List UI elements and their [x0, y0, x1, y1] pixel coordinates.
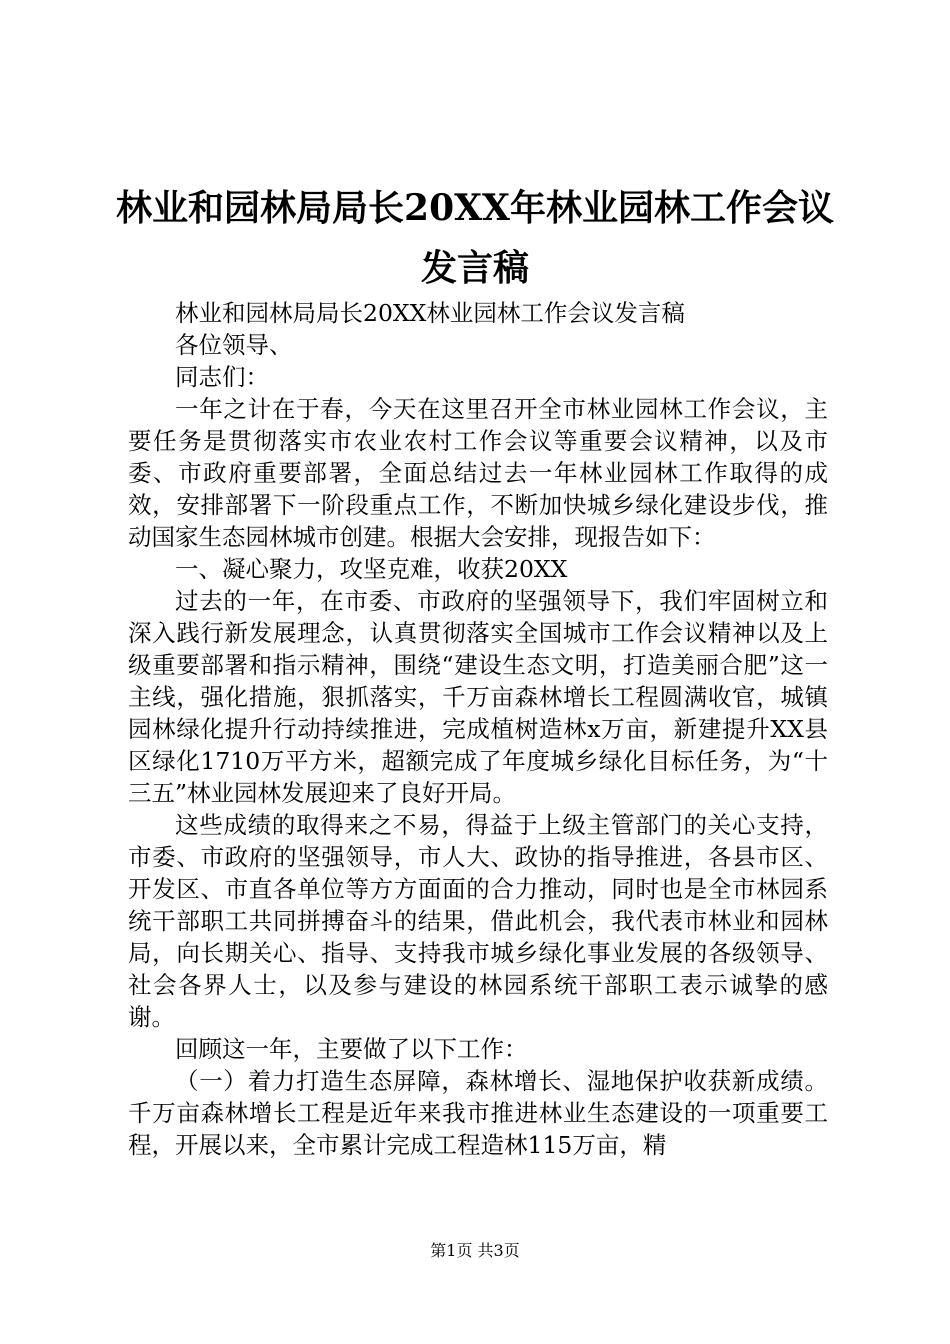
document-body	[128, 297, 828, 1161]
paragraph-intro: 一年之计在于春，今天在这里召开全市林业园林工作会议，主要任务是贯彻落实市农业农村工作会议等重要会议精神，以及市委、市政府重要部署，全面总结过去一年林业园林工作取得的成效，安排部署下一阶段重点工作，不断加快城乡绿化建设步伐，推动国家生态园林城市创建。根据大会安排，现报告如下：	[128, 395, 828, 551]
section-heading-1: 一、凝心聚力，攻坚克难，收获20XX	[175, 555, 568, 583]
paragraph-salutation-2: 同志们：	[175, 363, 269, 391]
document-title-line-2: 发言稿	[420, 247, 529, 289]
document-title-line-1: 林业和园林局局长20XX年林业园林工作会议	[116, 187, 834, 229]
paragraph-review: 回顾这一年，主要做了以下工作：	[175, 1035, 528, 1063]
paragraph-subtitle: 林业和园林局局长20XX林业园林工作会议发言稿	[175, 299, 685, 327]
paragraph-achievements: 过去的一年，在市委、市政府的坚强领导下，我们牢固树立和深入践行新发展理念，认真贯彻落实全国城市工作会议精神以及上级重要部署和指示精神，围绕“建设生态文明，打造美丽合肥”这一主线，强化措施，狠抓落实，千万亩森林增长工程圆满收官，城镇园林绿化提升行动持续推进，完成植树造林x万亩，新建提升XX县区绿化1710万平方米，超额完成了年度城乡绿化目标任务，为“十三五”林业园林发展迎来了良好开局。	[128, 587, 828, 807]
paragraph-salutation-1: 各位领导、	[175, 331, 293, 359]
paragraph-item-1: （一）着力打造生态屏障，森林增长、湿地保护收获新成绩。千万亩森林增长工程是近年来我市推进林业生态建设的一项重要工程，开展以来，全市累计完成工程造林115万亩，精	[128, 1067, 828, 1159]
page-footer: 第1页 共3页	[430, 1241, 520, 1260]
paragraph-thanks: 这些成绩的取得来之不易，得益于上级主管部门的关心支持，市委、市政府的坚强领导，市人大、政协的指导推进，各县市区、开发区、市直各单位等方方面面的合力推动，同时也是全市林园系统干部职工共同拼搏奋斗的结果，借此机会，我代表市林业和园林局，向长期关心、指导、支持我市城乡绿化事业发展的各级领导、社会各界人士，以及参与建设的林园系统干部职工表示诚挚的感谢。	[128, 811, 828, 1031]
